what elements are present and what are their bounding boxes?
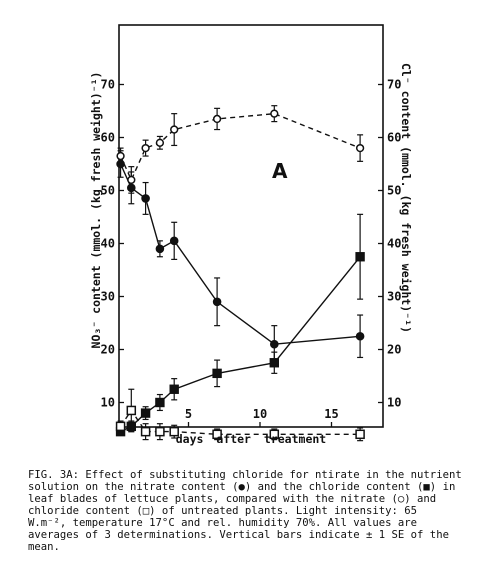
series-filled-circle (117, 151, 364, 363)
data-point (214, 116, 221, 123)
data-point (142, 428, 150, 436)
data-point (117, 153, 124, 160)
data-point (213, 369, 221, 377)
data-point (156, 398, 164, 406)
data-point (170, 385, 178, 393)
left-y-tick-label: 30 (100, 289, 115, 304)
data-point (170, 237, 178, 245)
left-y-tick-label: 50 (100, 183, 115, 198)
figure-caption: FIG. 3A: Effect of substituting chloride for ntirate in the nutrient solution on the nitrate content (●) and the chloride content (■) in leaf blades of lettuce plants, compared with the nitrate (○) and chloride content (□) of untreated plants. Light intensity: 65 W.m⁻², temperature 17°C and rel. humidity 70%. All values are averages of 3 determinations. Vertical bars indicate ± 1 SE of the mean. (28, 469, 462, 553)
data-point (356, 253, 364, 261)
right-y-tick-label: 60 (387, 130, 402, 145)
data-point (142, 145, 149, 152)
right-axis-title: Cl⁻ content (mmol. (kg fresh weight)⁻¹) (399, 62, 413, 334)
right-y-tick-label: 20 (387, 342, 402, 357)
left-y-tick-label: 10 (100, 395, 115, 410)
data-point (356, 332, 364, 340)
right-y-tick-label: 70 (387, 77, 402, 92)
right-y-tick-label: 40 (387, 236, 402, 251)
panel-label: A (272, 159, 288, 183)
left-y-tick-label: 40 (100, 236, 115, 251)
right-y-tick-label: 50 (387, 183, 402, 198)
data-point (142, 195, 150, 203)
right-y-tick-label: 10 (387, 395, 402, 410)
x-tick-label: 10 (252, 407, 268, 421)
x-tick-label: 5 (184, 407, 193, 421)
data-point (117, 422, 125, 430)
data-point (270, 359, 278, 367)
data-point (271, 110, 278, 117)
data-point (271, 340, 279, 348)
series-open-circle (117, 106, 363, 193)
series-line (121, 114, 361, 180)
left-y-tick-label: 60 (100, 130, 115, 145)
data-point (141, 409, 149, 417)
x-tick-label: 15 (324, 407, 339, 421)
data-point (156, 428, 164, 436)
series-filled-square (116, 214, 364, 436)
data-point (356, 430, 364, 438)
data-point (171, 126, 178, 133)
series-line (121, 164, 361, 344)
left-y-tick-label: 70 (100, 77, 115, 92)
left-y-tick-label: 20 (100, 342, 115, 357)
left-axis-title: NO₃⁻ content (mmol. (kg fresh weight)⁻¹) (89, 71, 103, 349)
data-point (127, 406, 135, 414)
data-point (128, 177, 135, 184)
data-point (156, 245, 164, 253)
data-point (157, 139, 164, 146)
data-point (357, 145, 364, 152)
data-point (213, 298, 221, 306)
x-axis-title: days after treatment (175, 432, 327, 446)
series-layer (116, 106, 364, 441)
right-y-tick-label: 30 (387, 289, 402, 304)
